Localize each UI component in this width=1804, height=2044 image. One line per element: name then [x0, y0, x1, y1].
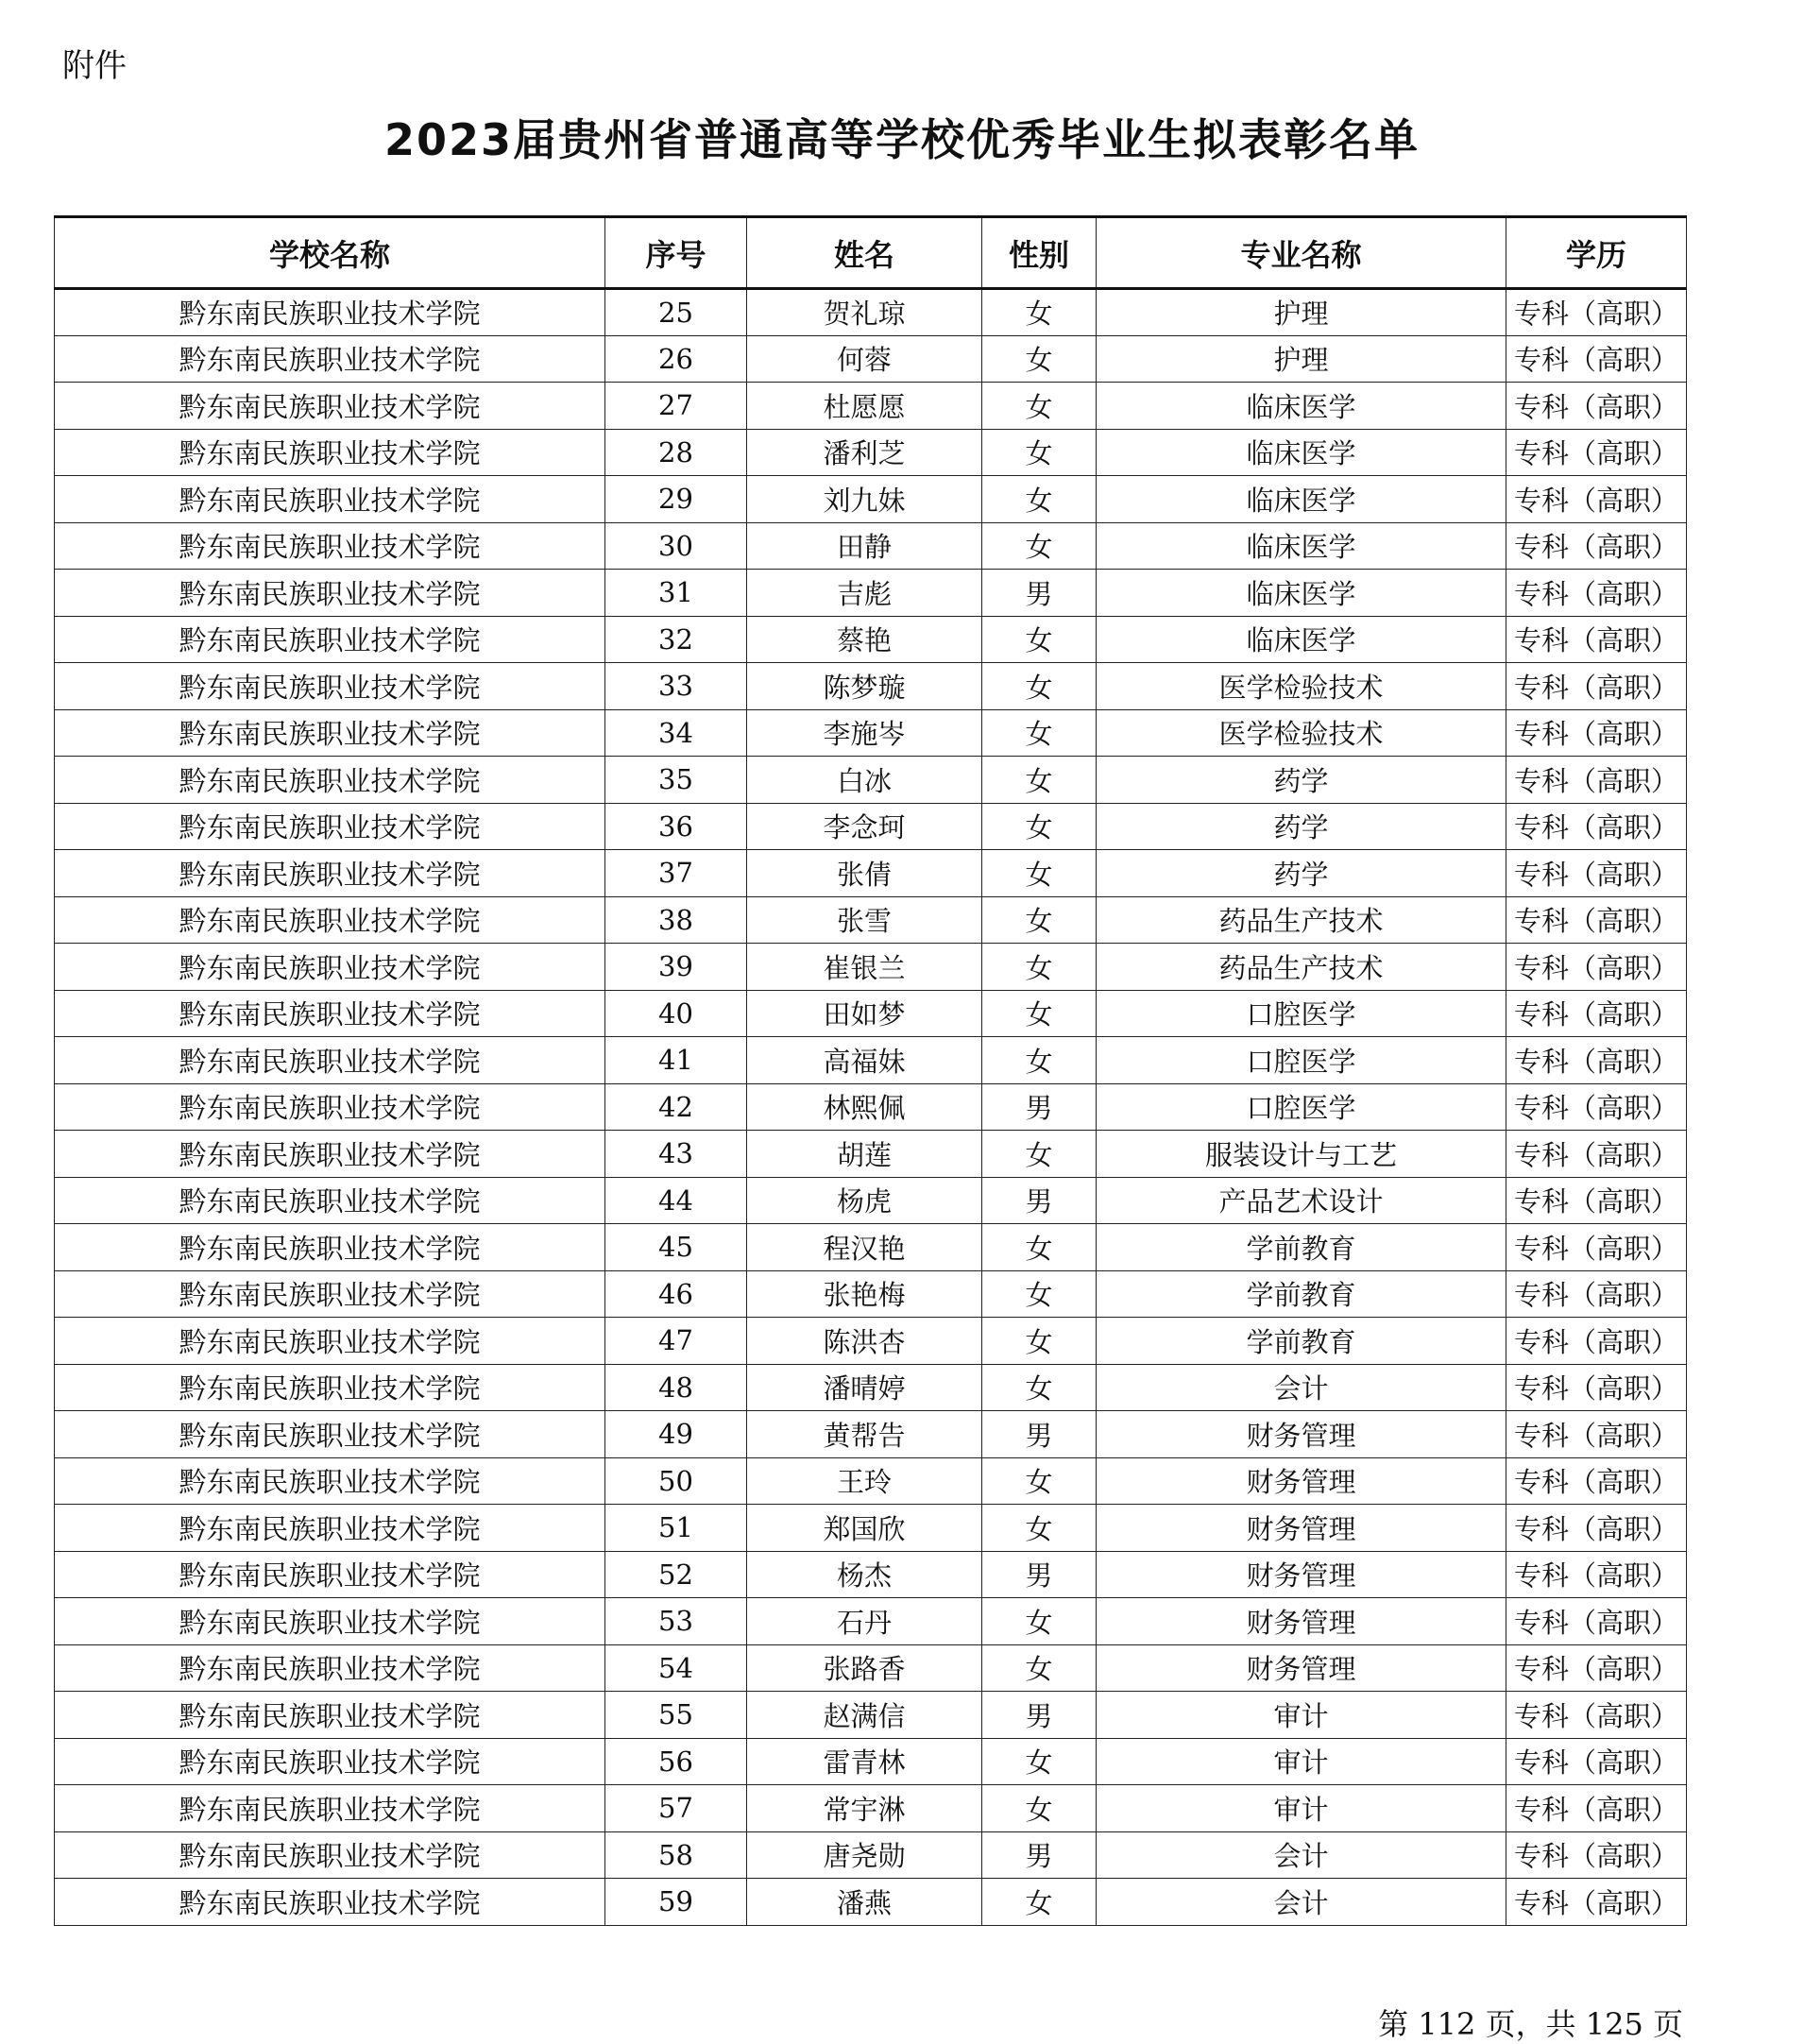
number-cell: 35: [605, 757, 747, 804]
gender-cell: 女: [982, 1457, 1097, 1505]
number-cell: 43: [605, 1131, 747, 1178]
school-cell: 黔东南民族职业技术学院: [55, 1879, 605, 1926]
gender-cell: 女: [982, 803, 1097, 850]
name-cell: 贺礼琼: [747, 289, 982, 336]
degree-cell: 专科（高职）: [1506, 1037, 1687, 1084]
major-cell: 医学检验技术: [1097, 709, 1506, 757]
name-cell: 潘燕: [747, 1879, 982, 1926]
major-cell: 财务管理: [1097, 1551, 1506, 1598]
table-row: [55, 1177, 1687, 1224]
name-cell: 胡莲: [747, 1131, 982, 1178]
gender-cell: 女: [982, 522, 1097, 570]
major-cell: 口腔医学: [1097, 1083, 1506, 1131]
gender-cell: 女: [982, 1785, 1097, 1832]
name-cell: 崔银兰: [747, 944, 982, 991]
major-cell: 财务管理: [1097, 1457, 1506, 1505]
gender-cell: 女: [982, 289, 1097, 336]
major-cell: 会计: [1097, 1831, 1506, 1879]
major-cell: 药学: [1097, 803, 1506, 850]
school-cell: 黔东南民族职业技术学院: [55, 1037, 605, 1084]
degree-cell: 专科（高职）: [1506, 1785, 1687, 1832]
name-cell: 潘利芝: [747, 429, 982, 476]
name-cell: 蔡艳: [747, 616, 982, 663]
major-cell: 临床医学: [1097, 522, 1506, 570]
major-cell: 审计: [1097, 1785, 1506, 1832]
school-cell: 黔东南民族职业技术学院: [55, 616, 605, 663]
major-cell: 服装设计与工艺: [1097, 1131, 1506, 1178]
number-cell: 38: [605, 896, 747, 944]
table-row: [55, 335, 1687, 383]
school-cell: 黔东南民族职业技术学院: [55, 1131, 605, 1178]
number-cell: 28: [605, 429, 747, 476]
number-cell: 26: [605, 335, 747, 383]
name-cell: 唐尧勋: [747, 1831, 982, 1879]
name-cell: 常宇淋: [747, 1785, 982, 1832]
number-cell: 32: [605, 616, 747, 663]
major-cell: 医学检验技术: [1097, 663, 1506, 710]
degree-cell: 专科（高职）: [1506, 1131, 1687, 1178]
degree-cell: 专科（高职）: [1506, 896, 1687, 944]
school-cell: 黔东南民族职业技术学院: [55, 570, 605, 617]
degree-cell: 专科（高职）: [1506, 1318, 1687, 1365]
number-cell: 46: [605, 1270, 747, 1318]
major-cell: 护理: [1097, 289, 1506, 336]
degree-cell: 专科（高职）: [1506, 1270, 1687, 1318]
degree-cell: 专科（高职）: [1506, 990, 1687, 1037]
gender-cell: 女: [982, 990, 1097, 1037]
name-cell: 吉彪: [747, 570, 982, 617]
number-cell: 37: [605, 850, 747, 897]
major-cell: 会计: [1097, 1364, 1506, 1411]
gender-cell: 男: [982, 1177, 1097, 1224]
major-cell: 临床医学: [1097, 570, 1506, 617]
degree-cell: 专科（高职）: [1506, 429, 1687, 476]
degree-cell: 专科（高职）: [1506, 335, 1687, 383]
degree-cell: 专科（高职）: [1506, 1879, 1687, 1926]
school-cell: 黔东南民族职业技术学院: [55, 289, 605, 336]
page-number: 第 112 页，共 125 页: [1378, 2006, 1683, 2042]
table-row: [55, 1644, 1687, 1692]
number-cell: 41: [605, 1037, 747, 1084]
degree-cell: 专科（高职）: [1506, 757, 1687, 804]
degree-cell: 专科（高职）: [1506, 1224, 1687, 1271]
table-row: [55, 476, 1687, 523]
name-cell: 李施岑: [747, 709, 982, 757]
degree-cell: 专科（高职）: [1506, 1505, 1687, 1552]
name-cell: 王玲: [747, 1457, 982, 1505]
gender-cell: 女: [982, 1270, 1097, 1318]
degree-cell: 专科（高职）: [1506, 476, 1687, 523]
gender-cell: 女: [982, 1738, 1097, 1785]
number-cell: 44: [605, 1177, 747, 1224]
column-header-major: 专业名称: [1097, 217, 1506, 289]
table-row: [55, 990, 1687, 1037]
number-cell: 40: [605, 990, 747, 1037]
school-cell: 黔东南民族职业技术学院: [55, 803, 605, 850]
number-cell: 57: [605, 1785, 747, 1832]
school-cell: 黔东南民族职业技术学院: [55, 1551, 605, 1598]
gender-cell: 女: [982, 1037, 1097, 1084]
gender-cell: 女: [982, 896, 1097, 944]
degree-cell: 专科（高职）: [1506, 1457, 1687, 1505]
gender-cell: 女: [982, 1879, 1097, 1926]
degree-cell: 专科（高职）: [1506, 522, 1687, 570]
name-cell: 赵满信: [747, 1692, 982, 1739]
degree-cell: 专科（高职）: [1506, 1411, 1687, 1458]
number-cell: 49: [605, 1411, 747, 1458]
school-cell: 黔东南民族职业技术学院: [55, 335, 605, 383]
school-cell: 黔东南民族职业技术学院: [55, 1364, 605, 1411]
name-cell: 张倩: [747, 850, 982, 897]
name-cell: 杜愿愿: [747, 383, 982, 430]
name-cell: 郑国欣: [747, 1505, 982, 1552]
gender-cell: 男: [982, 570, 1097, 617]
name-cell: 雷青林: [747, 1738, 982, 1785]
table-row: [55, 1364, 1687, 1411]
name-cell: 高福妹: [747, 1037, 982, 1084]
number-cell: 50: [605, 1457, 747, 1505]
number-cell: 53: [605, 1598, 747, 1645]
table-row: [55, 757, 1687, 804]
school-cell: 黔东南民族职业技术学院: [55, 896, 605, 944]
table-row: [55, 709, 1687, 757]
column-header-number: 序号: [605, 217, 747, 289]
gender-cell: 男: [982, 1551, 1097, 1598]
number-cell: 27: [605, 383, 747, 430]
table-row: [55, 1692, 1687, 1739]
number-cell: 45: [605, 1224, 747, 1271]
table-row: [55, 1551, 1687, 1598]
school-cell: 黔东南民族职业技术学院: [55, 944, 605, 991]
gender-cell: 女: [982, 663, 1097, 710]
gender-cell: 女: [982, 709, 1097, 757]
name-cell: 张雪: [747, 896, 982, 944]
number-cell: 55: [605, 1692, 747, 1739]
degree-cell: 专科（高职）: [1506, 1644, 1687, 1692]
major-cell: 审计: [1097, 1738, 1506, 1785]
number-cell: 33: [605, 663, 747, 710]
major-cell: 口腔医学: [1097, 1037, 1506, 1084]
table-row: [55, 1083, 1687, 1131]
number-cell: 52: [605, 1551, 747, 1598]
school-cell: 黔东南民族职业技术学院: [55, 990, 605, 1037]
major-cell: 临床医学: [1097, 476, 1506, 523]
major-cell: 审计: [1097, 1692, 1506, 1739]
table-row: [55, 1270, 1687, 1318]
column-header-school: 学校名称: [55, 217, 605, 289]
table-header-row: [55, 217, 1687, 289]
number-cell: 39: [605, 944, 747, 991]
table-row: [55, 803, 1687, 850]
table-row: [55, 1457, 1687, 1505]
school-cell: 黔东南民族职业技术学院: [55, 429, 605, 476]
major-cell: 药学: [1097, 757, 1506, 804]
table-row: [55, 616, 1687, 663]
gender-cell: 女: [982, 1505, 1097, 1552]
gender-cell: 女: [982, 1318, 1097, 1365]
name-cell: 杨虎: [747, 1177, 982, 1224]
school-cell: 黔东南民族职业技术学院: [55, 1411, 605, 1458]
number-cell: 48: [605, 1364, 747, 1411]
degree-cell: 专科（高职）: [1506, 1598, 1687, 1645]
degree-cell: 专科（高职）: [1506, 663, 1687, 710]
table-row: [55, 1505, 1687, 1552]
school-cell: 黔东南民族职业技术学院: [55, 757, 605, 804]
table-row: [55, 1411, 1687, 1458]
table-row: [55, 944, 1687, 991]
gender-cell: 女: [982, 616, 1097, 663]
degree-cell: 专科（高职）: [1506, 1738, 1687, 1785]
degree-cell: 专科（高职）: [1506, 383, 1687, 430]
gender-cell: 女: [982, 1364, 1097, 1411]
major-cell: 会计: [1097, 1879, 1506, 1926]
number-cell: 34: [605, 709, 747, 757]
school-cell: 黔东南民族职业技术学院: [55, 383, 605, 430]
major-cell: 临床医学: [1097, 429, 1506, 476]
school-cell: 黔东南民族职业技术学院: [55, 1177, 605, 1224]
school-cell: 黔东南民族职业技术学院: [55, 1831, 605, 1879]
gender-cell: 女: [982, 383, 1097, 430]
number-cell: 25: [605, 289, 747, 336]
number-cell: 31: [605, 570, 747, 617]
major-cell: 产品艺术设计: [1097, 1177, 1506, 1224]
gender-cell: 女: [982, 429, 1097, 476]
major-cell: 临床医学: [1097, 616, 1506, 663]
gender-cell: 女: [982, 944, 1097, 991]
name-cell: 何蓉: [747, 335, 982, 383]
name-cell: 田如梦: [747, 990, 982, 1037]
degree-cell: 专科（高职）: [1506, 1364, 1687, 1411]
major-cell: 财务管理: [1097, 1411, 1506, 1458]
gender-cell: 女: [982, 335, 1097, 383]
gender-cell: 女: [982, 1644, 1097, 1692]
degree-cell: 专科（高职）: [1506, 1551, 1687, 1598]
number-cell: 36: [605, 803, 747, 850]
school-cell: 黔东南民族职业技术学院: [55, 1505, 605, 1552]
school-cell: 黔东南民族职业技术学院: [55, 850, 605, 897]
major-cell: 护理: [1097, 335, 1506, 383]
school-cell: 黔东南民族职业技术学院: [55, 1738, 605, 1785]
table-row: [55, 1738, 1687, 1785]
table-row: [55, 289, 1687, 336]
name-cell: 潘晴婷: [747, 1364, 982, 1411]
name-cell: 黄帮告: [747, 1411, 982, 1458]
name-cell: 陈梦璇: [747, 663, 982, 710]
major-cell: 财务管理: [1097, 1598, 1506, 1645]
gender-cell: 女: [982, 757, 1097, 804]
degree-cell: 专科（高职）: [1506, 1692, 1687, 1739]
name-cell: 程汉艳: [747, 1224, 982, 1271]
attachment-label: 附件: [62, 47, 127, 85]
school-cell: 黔东南民族职业技术学院: [55, 1598, 605, 1645]
school-cell: 黔东南民族职业技术学院: [55, 1270, 605, 1318]
number-cell: 47: [605, 1318, 747, 1365]
name-cell: 杨杰: [747, 1551, 982, 1598]
number-cell: 30: [605, 522, 747, 570]
table-row: [55, 1598, 1687, 1645]
table-row: [55, 1037, 1687, 1084]
table-row: [55, 663, 1687, 710]
degree-cell: 专科（高职）: [1506, 850, 1687, 897]
major-cell: 学前教育: [1097, 1224, 1506, 1271]
name-cell: 张艳梅: [747, 1270, 982, 1318]
gender-cell: 男: [982, 1083, 1097, 1131]
major-cell: 药学: [1097, 850, 1506, 897]
degree-cell: 专科（高职）: [1506, 1831, 1687, 1879]
number-cell: 42: [605, 1083, 747, 1131]
table-row: [55, 850, 1687, 897]
honoree-table: [54, 215, 1687, 1926]
degree-cell: 专科（高职）: [1506, 1083, 1687, 1131]
column-header-degree: 学历: [1506, 217, 1687, 289]
major-cell: 药品生产技术: [1097, 944, 1506, 991]
table-row: [55, 383, 1687, 430]
table-row: [55, 429, 1687, 476]
page-title: 2023届贵州省普通高等学校优秀毕业生拟表彰名单: [383, 114, 1421, 165]
gender-cell: 女: [982, 476, 1097, 523]
column-header-name: 姓名: [747, 217, 982, 289]
major-cell: 口腔医学: [1097, 990, 1506, 1037]
school-cell: 黔东南民族职业技术学院: [55, 663, 605, 710]
gender-cell: 女: [982, 1598, 1097, 1645]
table-row: [55, 896, 1687, 944]
name-cell: 陈洪杏: [747, 1318, 982, 1365]
degree-cell: 专科（高职）: [1506, 803, 1687, 850]
table-row: [55, 1879, 1687, 1926]
number-cell: 56: [605, 1738, 747, 1785]
degree-cell: 专科（高职）: [1506, 709, 1687, 757]
school-cell: 黔东南民族职业技术学院: [55, 1785, 605, 1832]
table-body: [55, 289, 1687, 1926]
gender-cell: 男: [982, 1411, 1097, 1458]
major-cell: 财务管理: [1097, 1644, 1506, 1692]
school-cell: 黔东南民族职业技术学院: [55, 522, 605, 570]
name-cell: 张路香: [747, 1644, 982, 1692]
school-cell: 黔东南民族职业技术学院: [55, 1224, 605, 1271]
school-cell: 黔东南民族职业技术学院: [55, 709, 605, 757]
number-cell: 51: [605, 1505, 747, 1552]
major-cell: 学前教育: [1097, 1318, 1506, 1365]
gender-cell: 女: [982, 850, 1097, 897]
major-cell: 财务管理: [1097, 1505, 1506, 1552]
school-cell: 黔东南民族职业技术学院: [55, 1644, 605, 1692]
table-row: [55, 522, 1687, 570]
number-cell: 58: [605, 1831, 747, 1879]
degree-cell: 专科（高职）: [1506, 570, 1687, 617]
school-cell: 黔东南民族职业技术学院: [55, 1692, 605, 1739]
major-cell: 学前教育: [1097, 1270, 1506, 1318]
name-cell: 刘九妹: [747, 476, 982, 523]
table-row: [55, 1318, 1687, 1365]
name-cell: 林熙佩: [747, 1083, 982, 1131]
degree-cell: 专科（高职）: [1506, 616, 1687, 663]
name-cell: 白冰: [747, 757, 982, 804]
school-cell: 黔东南民族职业技术学院: [55, 476, 605, 523]
table-row: [55, 1131, 1687, 1178]
column-header-gender: 性别: [982, 217, 1097, 289]
degree-cell: 专科（高职）: [1506, 944, 1687, 991]
number-cell: 54: [605, 1644, 747, 1692]
name-cell: 石丹: [747, 1598, 982, 1645]
gender-cell: 女: [982, 1131, 1097, 1178]
school-cell: 黔东南民族职业技术学院: [55, 1083, 605, 1131]
major-cell: 临床医学: [1097, 383, 1506, 430]
name-cell: 田静: [747, 522, 982, 570]
number-cell: 29: [605, 476, 747, 523]
school-cell: 黔东南民族职业技术学院: [55, 1318, 605, 1365]
gender-cell: 男: [982, 1692, 1097, 1739]
school-cell: 黔东南民族职业技术学院: [55, 1457, 605, 1505]
major-cell: 药品生产技术: [1097, 896, 1506, 944]
table-row: [55, 570, 1687, 617]
degree-cell: 专科（高职）: [1506, 289, 1687, 336]
table-row: [55, 1831, 1687, 1879]
number-cell: 59: [605, 1879, 747, 1926]
degree-cell: 专科（高职）: [1506, 1177, 1687, 1224]
name-cell: 李念珂: [747, 803, 982, 850]
gender-cell: 女: [982, 1224, 1097, 1271]
table-row: [55, 1785, 1687, 1832]
gender-cell: 男: [982, 1831, 1097, 1879]
table-row: [55, 1224, 1687, 1271]
